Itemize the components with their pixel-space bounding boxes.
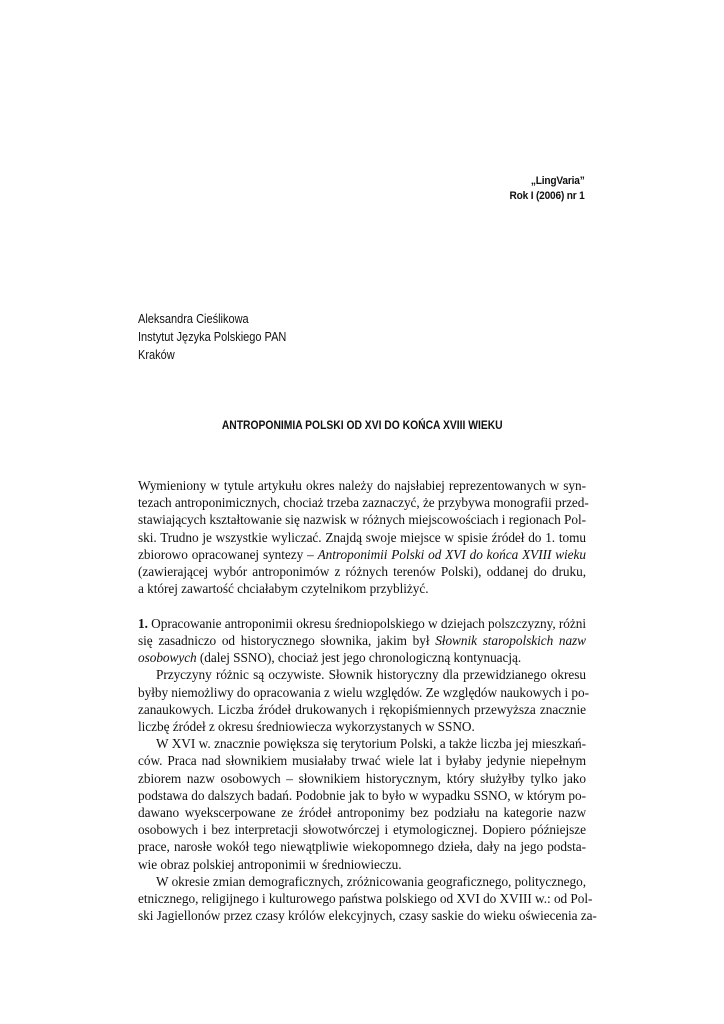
paragraph-line: dawano wyekscerpowane ze źródeł antroponimy bez podziału na kategorie nazw <box>138 804 586 820</box>
intro-line: stawiających kształtowanie się nazwisk w różnych miejscowościach i regionach Pol- <box>138 512 586 528</box>
paragraph-text: Opracowanie antroponimii okresu średniopolskiego w dziejach polszczyzny, różni <box>147 615 586 631</box>
author-city: Kraków <box>138 348 175 362</box>
section-1-paragraph-4 <box>138 873 597 925</box>
paragraph-line: Przyczyny różnic są oczywiste. Słownik historyczny dla przewidzianego okresu <box>156 667 586 683</box>
section-number: 1. <box>138 615 148 631</box>
paragraph-text: się zasadniczo od historycznego słownika, jakim był <box>138 633 436 649</box>
section-1-paragraph-1 <box>138 615 586 667</box>
cited-title: osobowych <box>138 650 197 666</box>
paragraph-line: byłby niemożliwy do opracowania z wielu względów. Ze względów naukowych i po- <box>138 684 589 700</box>
intro-line: a której zawartość chciałabym czytelnikom przybliżyć. <box>138 581 429 597</box>
cited-title: Antroponimii Polski od XVI do końca XVIII wieku <box>317 546 586 562</box>
author-block <box>138 310 286 364</box>
section-1-paragraph-3 <box>138 735 586 873</box>
intro-text: zbiorowo opracowanej syntezy – <box>138 546 318 562</box>
intro-line: Wymieniony w tytule artykułu okres należy do najsłabiej reprezentowanych w syn- <box>138 478 586 493</box>
paragraph-text: (dalej SSNO), chociaż jest jego chronologiczną kontynuacją. <box>196 650 522 666</box>
paragraph-line <box>138 649 586 666</box>
author-institution: Instytut Języka Polskiego PAN <box>138 330 287 344</box>
paragraph-line: zanaukowych. Liczba źródeł drukowanych i rękopiśmiennych przewyższa znacznie <box>138 701 586 717</box>
paragraph-line: prace, narosłe wokół tego niewątpliwie wiekopomnego dzieła, dały na jego podsta- <box>138 839 586 855</box>
article-title <box>138 418 586 432</box>
intro-line <box>138 546 586 563</box>
intro-line: tezach antroponimicznych, chociaż trzeba zaznaczyć, że przybywa monografii przed- <box>138 495 589 511</box>
intro-paragraph <box>138 477 589 597</box>
paragraph-line: W okresie zmian demograficznych, zróżnicowania geograficznego, politycznego, <box>156 873 586 889</box>
paragraph-line: ców. Praca nad słownikiem musiałaby trwać wiele lat i byłaby jedynie niepełnym <box>138 753 586 769</box>
journal-name: „LingVaria” <box>531 175 585 187</box>
article-title-text: ANTROPONIMIA POLSKI OD XVI DO KOŃCA XVIII WIEKU <box>221 418 503 432</box>
journal-issue: Rok I (2006) nr 1 <box>509 190 585 202</box>
paragraph-line <box>138 615 586 632</box>
intro-line: ski. Trudno je wszystkie wyliczać. Znajdą swoje miejsce w spisie źródeł do 1. tomu <box>138 529 586 545</box>
journal-header <box>510 174 585 204</box>
paragraph-line: wie obraz polskiej antroponimii w średniowieczu. <box>138 856 402 872</box>
paragraph-line: podstawa do dalszych badań. Podobnie jak to było w wypadku SSNO, w którym po- <box>138 787 586 803</box>
paragraph-line: ski Jagiellonów przez czasy królów elekcyjnych, czasy saskie do wieku oświecenia za- <box>138 908 597 924</box>
paragraph-line: liczbę źródeł z okresu średniowiecza wykorzystanych w SSNO. <box>138 719 475 735</box>
paragraph-line <box>138 632 586 649</box>
paragraph-line: zbiorem nazw osobowych – słownikiem historycznym, który służyłby tylko jako <box>138 770 586 786</box>
cited-title: Słownik staropolskich nazw <box>435 633 586 649</box>
paragraph-line: W XVI w. znacznie powiększa się terytorium Polski, a także liczba jej mieszkań- <box>156 736 586 752</box>
author-name: Aleksandra Cieślikowa <box>138 312 249 326</box>
section-1-paragraph-2 <box>138 666 589 735</box>
intro-line: (zawierającej wybór antroponimów z różnych terenów Polski), oddanej do druku, <box>138 563 586 579</box>
paragraph-line: etnicznego, religijnego i kulturowego państwa polskiego od XVI do XVIII w.: od Pol- <box>138 890 593 906</box>
article-body <box>138 477 597 924</box>
paragraph-line: osobowych i bez interpretacji słowotwórczej i etymologicznej. Dopiero późniejsze <box>138 822 586 838</box>
